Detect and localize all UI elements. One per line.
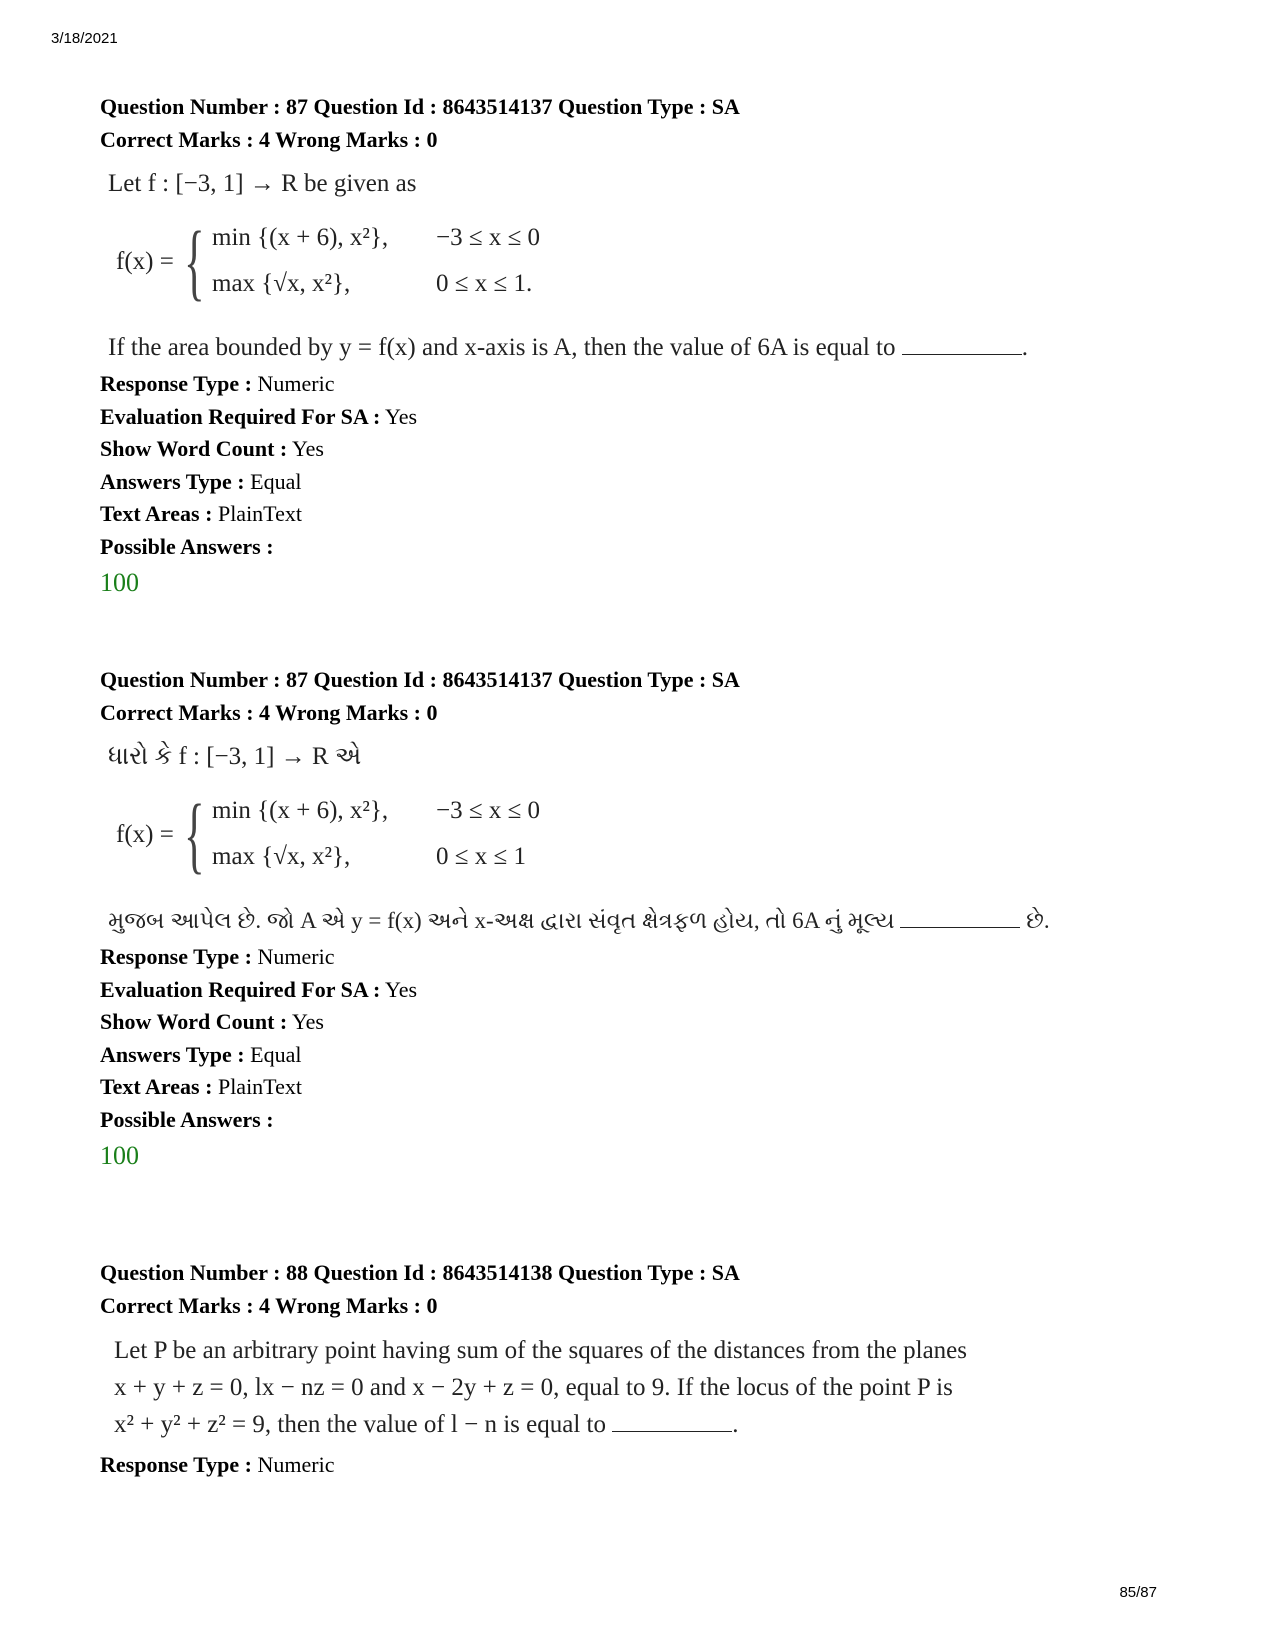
function-label: f(x) = [116,821,174,848]
question-line-1: Let P be an arbitrary point having sum of the squares of the distances from the planes [114,1337,968,1364]
prompt-end: છે. [1026,908,1050,933]
response-type-value: Numeric [257,1452,335,1477]
case-1: min {(x + 6), x²}, [212,224,389,251]
answers-type-value: Equal [250,1041,302,1067]
response-type-row [100,941,1180,974]
text-areas-row [100,1071,1180,1104]
answer-blank [900,905,1020,928]
word-count-value: Yes [291,436,324,461]
response-type-value: Numeric [257,371,335,396]
answers-type-label: Answers Type : [100,1041,245,1067]
evaluation-row [100,401,1180,434]
text-areas-value: PlainText [217,1074,302,1099]
condition-1: −3 ≤ x ≤ 0 [436,797,541,824]
answers-type-row [100,1039,1180,1072]
question-marks: Correct Marks : 4 Wrong Marks : 0 [100,1293,438,1318]
evaluation-label: Evaluation Required For SA : [100,976,381,1002]
condition-1: −3 ≤ x ≤ 0 [436,224,541,251]
case-1: min {(x + 6), x²}, [212,797,389,824]
prompt-text: If the area bounded by y = f(x) and x-axis is A, then the value of 6A is equal to [108,334,896,361]
evaluation-value: Yes [385,976,418,1002]
case-2: max {√x, x²}, [212,270,351,297]
question-block-87-gujarati [100,663,1180,1174]
question-content [108,737,1180,941]
response-type-value: Numeric [257,944,335,969]
question-marks: Correct Marks : 4 Wrong Marks : 0 [100,127,438,152]
print-date: 3/18/2021 [51,30,118,47]
condition-2: 0 ≤ x ≤ 1. [436,270,533,297]
case-2: max {√x, x²}, [212,843,351,870]
question-content [108,164,1180,368]
possible-answers-row [100,1104,1180,1137]
evaluation-row [100,974,1180,1007]
question-intro: ધારો કે f : [−3, 1] → R એ [108,743,362,770]
question-block-87-english [100,90,1180,601]
text-areas-value: PlainText [217,501,302,526]
piecewise-function [116,786,1180,889]
question-meta: Question Number : 87 Question Id : 8643514137 Question Type : SA [100,94,740,119]
word-count-label: Show Word Count : [100,1009,288,1034]
left-brace: { [184,213,205,309]
question-block-88 [100,1256,1180,1482]
prompt-end: . [1021,334,1028,361]
question-meta: Question Number : 88 Question Id : 8643514138 Question Type : SA [100,1260,740,1285]
answers-type-row [100,466,1180,499]
question-marks: Correct Marks : 4 Wrong Marks : 0 [100,700,438,725]
possible-answer-value: 100 [100,1141,139,1170]
possible-answers-row [100,531,1180,564]
question-meta: Question Number : 87 Question Id : 8643514137 Question Type : SA [100,667,740,692]
answers-type-value: Equal [250,468,302,494]
word-count-row [100,433,1180,466]
question-intro: Let f : [−3, 1] → R be given as [108,170,417,197]
page-number: 85/87 [1119,1584,1157,1601]
response-type-row [100,1449,1180,1482]
left-brace: { [184,786,205,882]
question-content [114,1332,1180,1443]
text-areas-row [100,498,1180,531]
word-count-row [100,1006,1180,1039]
word-count-value: Yes [291,1009,324,1034]
text-areas-label: Text Areas : [100,1074,213,1099]
response-type-label: Response Type : [100,1452,252,1477]
response-type-label: Response Type : [100,944,252,969]
response-type-row [100,368,1180,401]
answers-type-label: Answers Type : [100,468,245,494]
answer-blank [612,1409,732,1432]
text-areas-label: Text Areas : [100,501,213,526]
question-line-3-end: . [732,1411,739,1438]
question-line-3 [114,1406,1180,1443]
condition-2: 0 ≤ x ≤ 1 [436,843,526,870]
question-line-2: x + y + z = 0, lx − nz = 0 and x − 2y + z = 0, equal to 9. If the locus of the point P is [114,1374,953,1401]
response-type-label: Response Type : [100,371,252,396]
word-count-label: Show Word Count : [100,436,288,461]
possible-answers-label: Possible Answers : [100,1106,274,1132]
evaluation-label: Evaluation Required For SA : [100,403,381,429]
question-prompt [108,901,1180,941]
evaluation-value: Yes [385,403,418,429]
possible-answers-label: Possible Answers : [100,533,274,559]
question-line-3-text: x² + y² + z² = 9, then the value of l − n is equal to [114,1411,606,1438]
piecewise-function [116,213,1180,316]
prompt-text: મુજબ આપેલ છે. જો A એ y = f(x) અને x-અક્ષ દ્વારા સંવૃત ક્ષેત્રફળ હોય, તો 6A નું મૂલ્ય [108,908,895,933]
function-label: f(x) = [116,248,174,275]
possible-answer-value: 100 [100,568,139,597]
question-prompt [108,328,1180,368]
answer-blank [902,332,1022,355]
